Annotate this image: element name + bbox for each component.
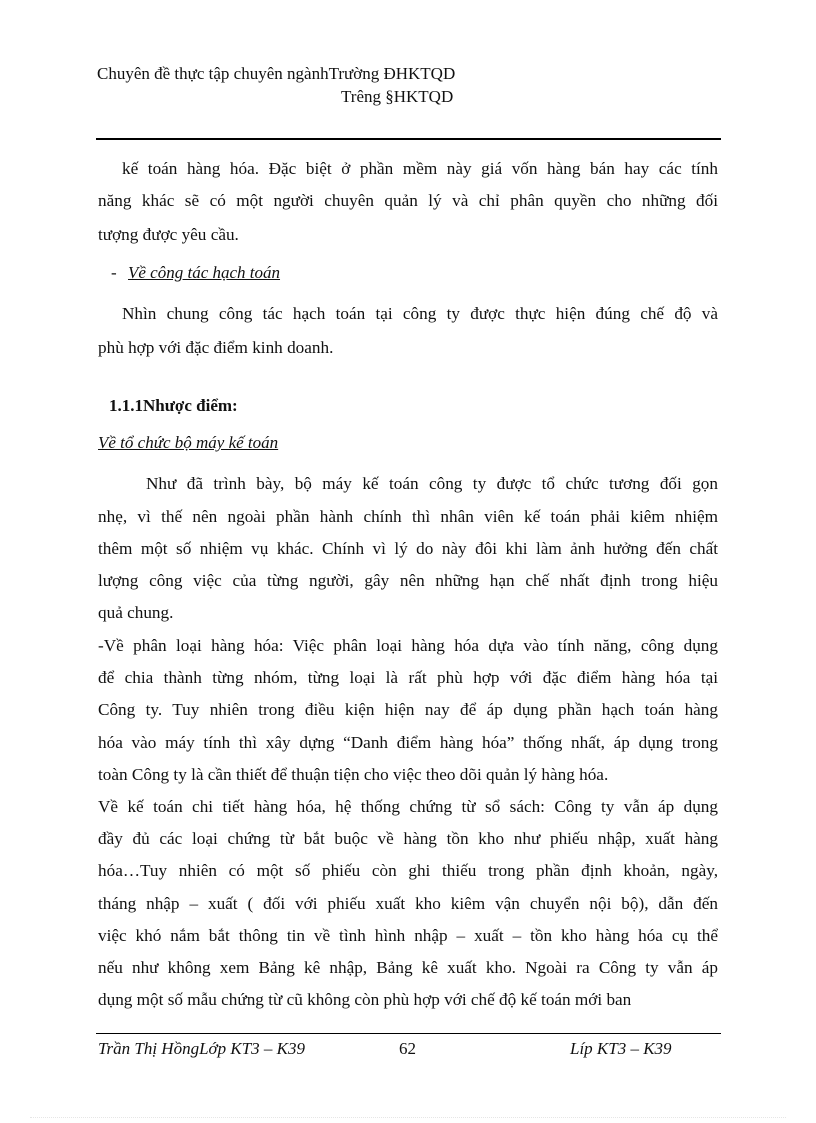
- paragraph-line: Như đã trình bày, bộ máy kế toán công ty được tổ chức tương đối gọn: [146, 474, 718, 493]
- footer-rule: [96, 1033, 721, 1034]
- page-number: 62: [399, 1039, 416, 1058]
- footer-class: Líp KT3 – K39: [570, 1039, 672, 1058]
- paragraph-line: tượng được yêu cầu.: [98, 225, 239, 244]
- paragraph-line: phù hợp với đặc điểm kinh doanh.: [98, 338, 334, 357]
- paragraph-line: lượng công việc của từng người, gây nên những hạn chế nhất định trong hiệu: [98, 571, 718, 590]
- header-line-2: Trêng §HKTQD: [341, 87, 454, 106]
- paragraph-line: thêm một số nhiệm vụ khác. Chính vì lý do này đôi khi làm ảnh hưởng đến chất: [98, 539, 718, 558]
- paragraph-line: quả chung.: [98, 603, 174, 622]
- subsection-heading: Về tổ chức bộ máy kế toán: [98, 433, 279, 452]
- paragraph-line: toàn Công ty là cần thiết để thuận tiện cho việc theo dõi quản lý hàng hóa.: [98, 765, 609, 784]
- paragraph-line: tháng nhập – xuất ( đối với phiếu xuất kho kiêm vận chuyển nội bộ), dẫn đến: [98, 894, 718, 913]
- paragraph-line: Nhìn chung công tác hạch toán tại công ty được thực hiện đúng chế độ và: [122, 304, 718, 323]
- paragraph-line: đầy đủ các loại chứng từ bắt buộc về hàng tồn kho như phiếu nhập, xuất hàng: [98, 829, 718, 848]
- paragraph-line: Công ty. Tuy nhiên trong điều kiện hiện nay để áp dụng phần hạch toán hàng: [98, 700, 718, 719]
- header-line-1: Chuyên đề thực tập chuyên ngànhTrường ĐHKTQD: [97, 64, 456, 83]
- header-rule: [96, 138, 721, 140]
- paragraph-line: năng khác sẽ có một người chuyên quản lý và chỉ phân quyền cho những đối: [98, 191, 718, 210]
- paragraph-line: hóa vào máy tính thì xây dựng “Danh điểm hàng hóa” thống nhất, áp dụng trong: [98, 733, 718, 752]
- paragraph-line: nhẹ, vì thế nên ngoài phần hành chính thì nhân viên kế toán phải kiêm nhiệm: [98, 507, 718, 526]
- paragraph-line: Về kế toán chi tiết hàng hóa, hệ thống chứng từ sổ sách: Công ty vẫn áp dụng: [98, 797, 718, 816]
- paragraph-line: để chia thành từng nhóm, từng loại là rất phù hợp với đặc điểm hàng hóa tại: [98, 668, 718, 687]
- paragraph-line: kế toán hàng hóa. Đặc biệt ở phần mềm này giá vốn hàng bán hay các tính: [122, 159, 718, 178]
- bullet-dash: -: [111, 263, 117, 282]
- paragraph-line: hóa…Tuy nhiên có một số phiếu còn ghi thiếu trong phần định khoản, ngày,: [98, 861, 718, 880]
- paragraph-line: dụng một số mẫu chứng từ cũ không còn phù hợp với chế độ kế toán mới ban: [98, 990, 632, 1009]
- paragraph-line: nếu như không xem Bảng kê nhập, Bảng kê xuất kho. Ngoài ra Công ty vẫn áp: [98, 958, 718, 977]
- section-heading: 1.1.1Nhược điểm:: [109, 396, 238, 415]
- paragraph-line: việc khó nắm bắt thông tin về tình hình nhập – xuất – tồn kho hàng hóa cụ thể: [98, 926, 718, 945]
- paragraph-line: -Về phân loại hàng hóa: Việc phân loại hàng hóa dựa vào tính năng, công dụng: [98, 636, 718, 655]
- page-edge-divider: [30, 1117, 786, 1118]
- footer-author: Trần Thị HồngLớp KT3 – K39: [98, 1039, 305, 1058]
- bullet-heading: Về công tác hạch toán: [128, 263, 281, 282]
